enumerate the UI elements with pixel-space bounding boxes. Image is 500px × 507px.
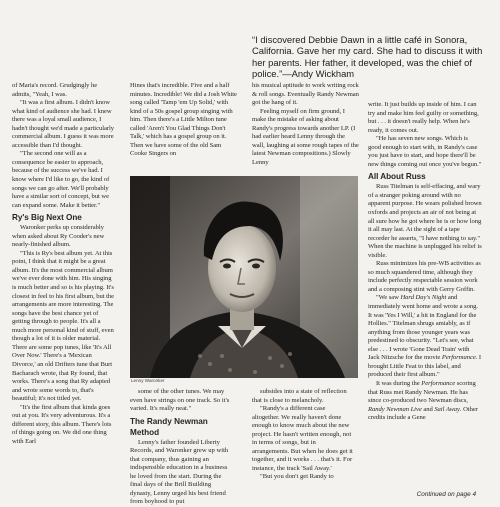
photo-caption: Lenny Waronker <box>131 378 165 383</box>
subheading-randy-newman-method: The Randy Newman Method <box>130 416 208 437</box>
album-title: Randy Newman Live <box>368 405 422 413</box>
pull-quote <box>252 34 487 80</box>
paragraph: Lenny's father founded Liberty Records, and Waronker grew up with that company, thus gaining an indispensible education in a business he loved from the start. During the final days of the Brill Building dynasty, Lenny urged his best friend from boyhood to put <box>130 438 229 506</box>
paragraph: subsides into a state of reflection that is close to melancholy. <box>252 388 347 404</box>
paragraph: his musical aptitude to work writing rock & roll songs. Eventually Randy Newman got the hang of it. <box>252 82 359 107</box>
paragraph: "It was a first album. I didn't know what kind of audience she had. I knew there was a loyal small audience, I hadn't thought we'd made a particularly commercial album. I guess it was more accessible than I'd thought. <box>12 99 115 149</box>
continued-note: Continued on page 4 <box>416 491 476 498</box>
column-2-lower <box>130 388 234 507</box>
text-run: . I brought Little Feat to this label, and produced their first album." <box>368 354 482 379</box>
subheading-all-about-russ: All About Russ <box>368 172 426 182</box>
paragraph: "But you don't get Randy to <box>260 473 334 481</box>
column-4 <box>368 101 482 423</box>
paragraph: Russ Titelman is self-effacing, and wary of a stranger poking around with no apparent purpose. He wears polished brown oxfords and projects an air of not being at all sure how he got where he is or how long it all may last. At the sight of a tape recorder he asserts, "I have nothing to say." When the machine is unplugged his relief is visible. <box>368 183 482 259</box>
paragraph <box>368 294 482 379</box>
album-title: Sail Away <box>434 405 460 413</box>
paragraph: write. It just builds up inside of him. I can try and make him feel guilty or something, but . . . it doesn't really help. When he's ready, it comes out. <box>368 101 479 134</box>
film-title: Performance <box>441 354 476 362</box>
text-run: scoring that Russ met Randy Newman. He has since co-produced two Newman discs, <box>368 379 476 405</box>
film-title: Hard Day's Night <box>400 294 447 302</box>
subheading-rys-big-next-one: Ry's Big Next One <box>12 213 82 223</box>
text-run: It was during the <box>376 379 422 387</box>
text-run: "We saw <box>376 294 401 302</box>
paragraph: some of the other tunes. We may even have strings on one track. So it's varied. It's really neat." <box>130 388 230 413</box>
pull-quote-text: “I discovered Debbie Dawn in a little café in Sonora, California. Gave her my card. She had to discuss it with her parents. Her father, it developed, was the chief of police.”—Andy Wickham <box>252 34 483 80</box>
paragraph: "The second one will as a consequence be easier to approach, because of the success we've had. I know where I'd like to go, the kind of songs we can go after. We'll probably have a similar sort of concept, but we can expand some. Make it better." <box>12 150 110 209</box>
portrait-photo <box>130 176 358 378</box>
column-2 <box>130 82 237 159</box>
paragraph: of Maria's record. Grudgingly he admits, "Yeah, I was. <box>12 82 98 98</box>
paragraph <box>368 380 482 423</box>
text-run: . Other credits include a Gene <box>368 405 478 422</box>
paragraph: "It's the first album that kinda goes out at you. It's very adventurous. It's a different story, this album. There's lots of things going on. We did one thing with Earl <box>12 403 112 445</box>
paragraph: "Randy's a different case altogether. We really haven't done enough to know much about the new project. He hasn't written enough, not in terms of songs, but in arrangements. But when he does get it together, and it works . . . that's it. For instance, the track 'Sail Away.' <box>252 405 353 472</box>
paragraph: "He has seven new songs. Which is good enough to start with, in Randy's case you just have to start, and hope there'll be new things coming out once you've begun." <box>368 135 482 168</box>
column-3 <box>252 82 359 167</box>
paragraph: Russ minimizes his pre-WB activities as so much squandered time, although they include perfectly respectable session work and a composing stint with Gerry Goffin. <box>368 260 481 293</box>
film-title: Performance <box>421 379 456 387</box>
text-run: and immediately went home and wrote a song. It was 'Yes I Will,' a hit in England for the Hollies." Titelman shrugs amiably, as if anything from those younger years was predestined to obscurity. "Let's see, what else . . . I wrote 'Gone Dead Train' with Jack Nitzsche for the movie <box>368 294 478 362</box>
paragraph: Hines that's incredible. Five and a half minutes. Incredible! We did a Josh White song called 'Tamp 'em Up Solid,' with kind of a 50s gospel group singing with him. Then there's a Little Milton tune called 'Aren't You Glad Things Don't Talk,' which has a gospel group on it. Then we have some of the old Sam Cooke Singers on <box>130 82 237 158</box>
text-run: and <box>421 405 435 413</box>
portrait-illustration <box>130 176 358 378</box>
paragraph: Waronker perks up considerably when asked about Ry Cooder's new nearly-finished album. <box>12 224 105 249</box>
paragraph: "This is Ry's best album yet. At this point, I think that it might be a great album. It's the most commercial album we've ever done with him. His singing is much better and so is his playing. It's closest in feel to his first album, but the arrangements are more interesting. The songs have the best chance yet of getting through to people. It's all a much more personal kind of stuff, even though a lot of it is older material. There are some pop tunes, like 'It's All Over Now.' There's a 'Mexican Divorce,' an old Drifters tune that Burt Bacharach wrote, that Ry found, that works. There's a song that Ry adapted and wrote some words to, that's beautiful; it's not titled yet. <box>12 249 115 403</box>
column-3-lower <box>252 388 354 482</box>
column-1 <box>12 82 115 446</box>
paragraph: Feeling myself on firm ground, I make the mistake of asking about Randy's progress towards another LP. (I had earlier heard Lenny through the wall, laughing at some rough tapes of the latest Newman compositions.) Slowly Lenny <box>252 107 359 166</box>
